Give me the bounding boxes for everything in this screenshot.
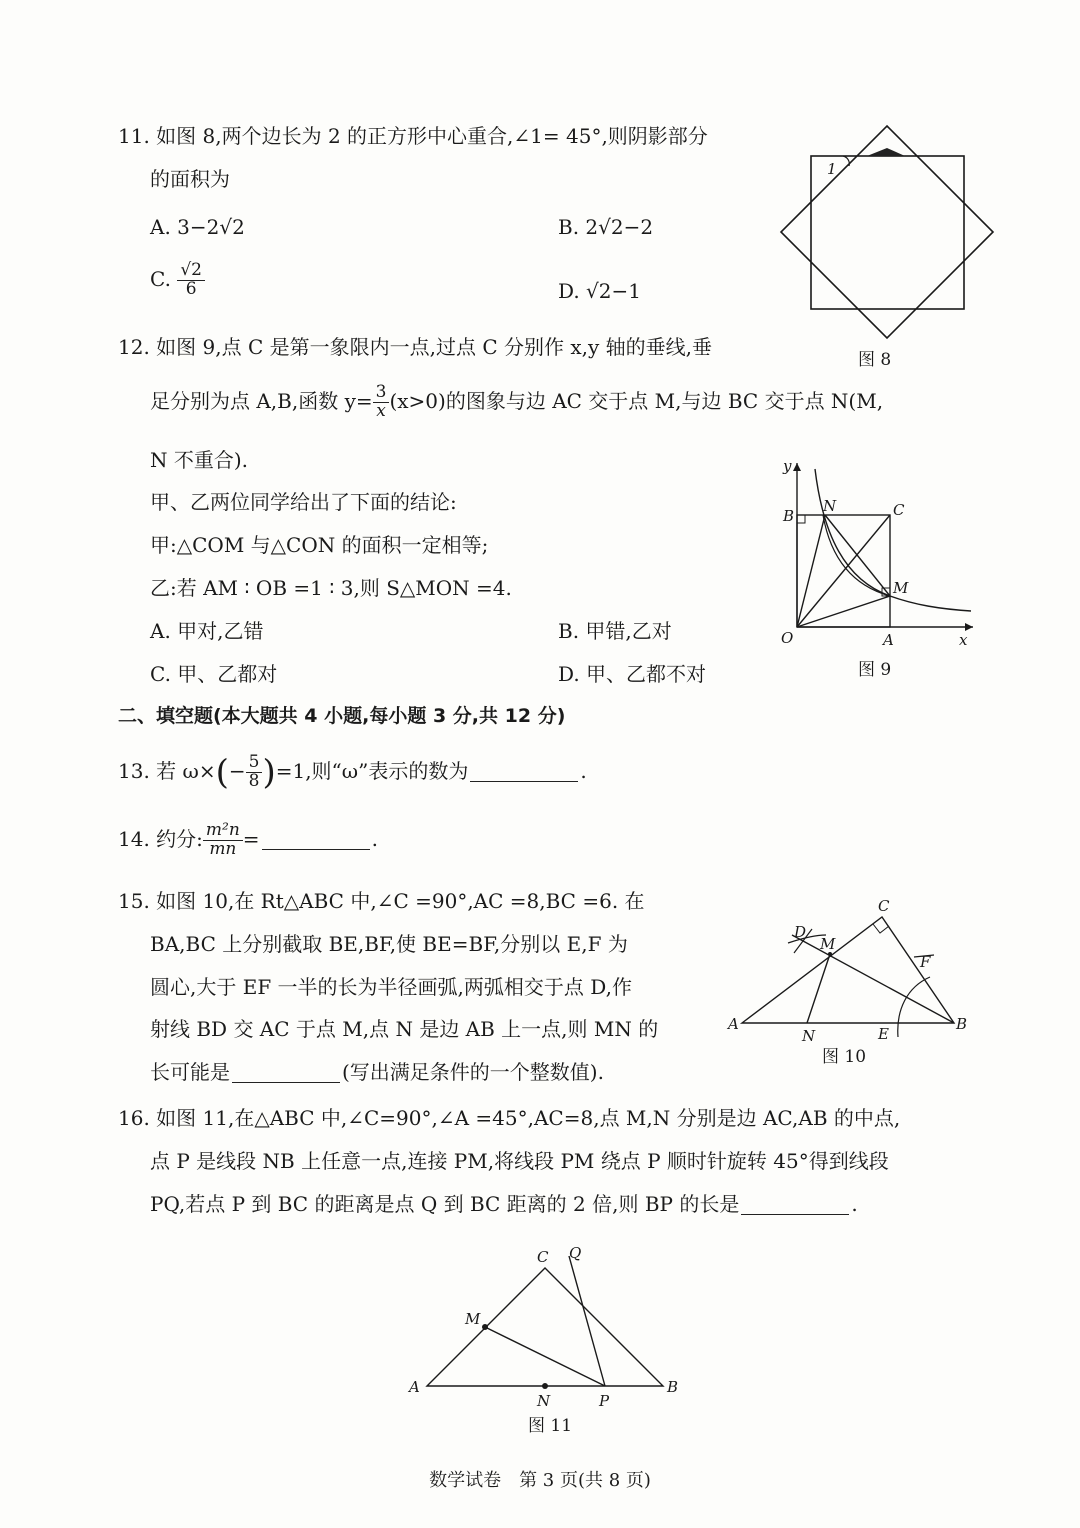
fig10-label-n: N: [802, 1027, 816, 1045]
q11-line2: 的面积为: [150, 167, 230, 191]
fig9-label-b: B: [783, 507, 795, 525]
fig9-label-c: C: [893, 501, 905, 519]
q15-line2: BA,BC 上分别截取 BE,BF,使 BE=BF,分别以 E,F 为: [150, 932, 628, 956]
q16-line3: PQ,若点 P 到 BC 的距离是点 Q 到 BC 距离的 2 倍,则 BP 的长是 .: [150, 1192, 858, 1216]
q12-line1: 12. 如图 9,点 C 是第一象限内一点,过点 C 分别作 x,y 轴的垂线,垂: [118, 335, 713, 359]
q12-option-a: A. 甲对,乙错: [150, 619, 264, 643]
fig10-label-e: E: [878, 1025, 889, 1043]
fig11-label-p: P: [599, 1392, 610, 1410]
q14-answer-blank[interactable]: [262, 848, 370, 850]
q13-answer-blank[interactable]: [470, 780, 578, 782]
q11-option-b: B. 2√2−2: [558, 215, 654, 239]
fig10-caption: 图 10: [822, 1047, 867, 1067]
fig10-label-m: M: [820, 935, 836, 953]
fig9-label-y: y: [783, 457, 792, 475]
q16-line2: 点 P 是线段 NB 上任意一点,连接 PM,将线段 PM 绕点 P 顺时针旋转 45°得到线段: [150, 1149, 889, 1173]
q12-option-b: B. 甲错,乙对: [558, 619, 672, 643]
q15-line3: 圆心,大于 EF 一半的长为半径画弧,两弧相交于点 D,作: [150, 975, 632, 999]
q12-line3: N 不重合).: [150, 448, 249, 472]
fig10-label-f: F: [920, 953, 931, 971]
fig8-angle-label: 1: [827, 160, 837, 178]
fig8-caption: 图 8: [858, 350, 892, 370]
q15-line5: 长可能是 (写出满足条件的一个整数值).: [150, 1060, 604, 1084]
q11-option-d: D. √2−1: [558, 279, 641, 303]
q12-option-c: C. 甲、乙都对: [150, 662, 278, 686]
figure-11: [405, 1240, 695, 1410]
figure-8: [775, 120, 1000, 345]
fig11-caption: 图 11: [528, 1416, 573, 1436]
q15-answer-blank[interactable]: [232, 1081, 340, 1083]
q11-option-c: C. $\frac{√2}{6}$: [150, 262, 205, 299]
fig9-label-n: N: [823, 497, 837, 515]
figure-9: [775, 455, 980, 655]
q12-line5: 甲:△COM 与△CON 的面积一定相等;: [150, 533, 489, 557]
fig9-label-a: A: [883, 631, 894, 649]
q11-line1: 11. 如图 8,两个边长为 2 的正方形中心重合,∠1= 45°,则阴影部分: [118, 124, 708, 148]
fig10-label-d: D: [794, 923, 807, 941]
fig11-label-c: C: [537, 1248, 549, 1266]
fig10-label-b: B: [956, 1015, 968, 1033]
q12-line4: 甲、乙两位同学给出了下面的结论:: [150, 490, 457, 514]
q12-line2: 足分别为点 A,B,函数 y= $\frac{3}{x}$ (x>0)的图象与边 AC 交于点 M,与边 BC 交于点 N(M,: [150, 382, 884, 421]
q15-line4: 射线 BD 交 AC 于点 M,点 N 是边 AB 上一点,则 MN 的: [150, 1017, 659, 1041]
fig11-label-a: A: [409, 1378, 420, 1396]
figure-10: [722, 895, 982, 1045]
fig11-label-n: N: [537, 1392, 551, 1410]
fig11-label-m: M: [465, 1310, 481, 1328]
q16-line1: 16. 如图 11,在△ABC 中,∠C=90°,∠A =45°,AC=8,点 M,N 分别是边 AC,AB 的中点,: [118, 1106, 901, 1130]
fig9-label-x: x: [959, 631, 968, 649]
fig10-label-c: C: [878, 897, 890, 915]
fig11-label-b: B: [667, 1378, 679, 1396]
fig10-label-a: A: [728, 1015, 739, 1033]
fig11-label-q: Q: [569, 1244, 582, 1262]
q11-option-a: A. 3−2√2: [150, 215, 245, 239]
fig9-label-m: M: [893, 579, 909, 597]
q12-option-d: D. 甲、乙都不对: [558, 662, 707, 686]
q12-line6: 乙:若 AM ∶ OB =1 ∶ 3,则 S△MON =4.: [150, 576, 512, 600]
section-2-title: 二、填空题(本大题共 4 小题,每小题 3 分,共 12 分): [118, 705, 566, 727]
q16-answer-blank[interactable]: [741, 1213, 849, 1215]
page-footer: 数学试卷 第 3 页(共 8 页): [429, 1470, 651, 1491]
q14: 14. 约分: $\frac{\text{m²n}}{mn}$ = .: [118, 820, 378, 859]
fig9-caption: 图 9: [858, 660, 892, 680]
q13: 13. 若 ω×(− $\frac{5}{8}$ )=1,则“ω”表示的数为 .: [118, 752, 587, 793]
q15-line1: 15. 如图 10,在 Rt△ABC 中,∠C =90°,AC =8,BC =6. 在: [118, 889, 645, 913]
fig9-label-o: O: [781, 629, 794, 647]
